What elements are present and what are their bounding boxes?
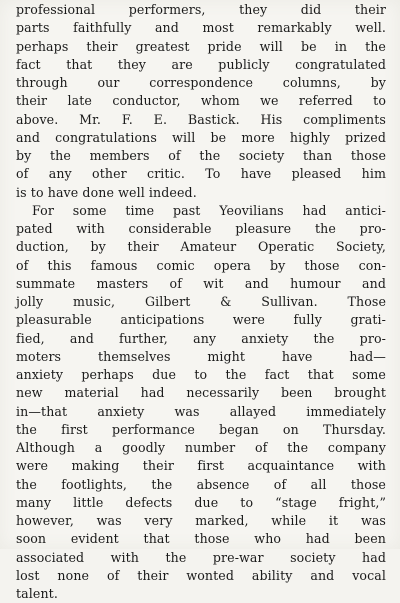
text-line: perhaps their greatest pride will be in the bbox=[16, 38, 386, 54]
text-line: however, was very marked, while it was bbox=[16, 513, 386, 528]
text-line: through our correspondence columns, by bbox=[16, 75, 386, 90]
article-paragraph-2 bbox=[16, 202, 386, 603]
text-line: of this famous comic opera by those con- bbox=[16, 257, 386, 273]
text-line: anxiety perhaps due to the fact that some bbox=[16, 367, 386, 382]
text-line: and congratulations will be more highly prized bbox=[16, 129, 386, 145]
text-line: pated with considerable pleasure the pro- bbox=[16, 221, 386, 236]
text-line: lost none of their wonted ability and vocal bbox=[16, 567, 386, 583]
text-line: moters themselves might have had— bbox=[16, 348, 386, 364]
text-line: parts faithfully and most remarkably well. bbox=[16, 20, 386, 36]
text-line: Although a goodly number of the company bbox=[16, 440, 386, 455]
text-line: fied, and further, any anxiety the pro- bbox=[16, 330, 386, 346]
text-line: pleasurable anticipations were fully grati- bbox=[16, 312, 386, 328]
text-line: professional performers, they did their bbox=[16, 2, 386, 17]
text-line: soon evident that those who had been bbox=[16, 531, 386, 547]
article-text bbox=[16, 1, 386, 603]
text-line: the footlights, the absence of all those bbox=[16, 476, 386, 492]
text-line: is to have done well indeed. bbox=[16, 184, 197, 200]
text-line: For some time past Yeovilians had antici- bbox=[32, 202, 386, 218]
article-paragraph-1 bbox=[16, 1, 386, 202]
text-line: were making their first acquaintance with bbox=[16, 458, 386, 474]
text-line: talent. bbox=[16, 586, 58, 601]
text-line: summate masters of wit and humour and bbox=[16, 275, 386, 291]
text-line: in—that anxiety was allayed immediately bbox=[16, 403, 386, 419]
text-line: their late conductor, whom we referred to bbox=[16, 93, 386, 109]
text-line: new material had necessarily been brought bbox=[16, 385, 386, 401]
text-line: jolly music, Gilbert & Sullivan. Those bbox=[16, 294, 386, 309]
text-line: many little defects due to “stage fright,” bbox=[16, 494, 386, 510]
text-line: duction, by their Amateur Operatic Society, bbox=[16, 239, 386, 255]
text-line: of any other critic. To have pleased him bbox=[16, 166, 386, 182]
text-line: associated with the pre-war society had bbox=[16, 549, 386, 565]
text-line: by the members of the society than those bbox=[16, 148, 386, 163]
text-line: above. Mr. F. E. Bastick. His compliments bbox=[16, 111, 386, 127]
text-line: the first performance began on Thursday. bbox=[16, 421, 386, 437]
text-line: fact that they are publicly congratulated bbox=[16, 56, 386, 72]
